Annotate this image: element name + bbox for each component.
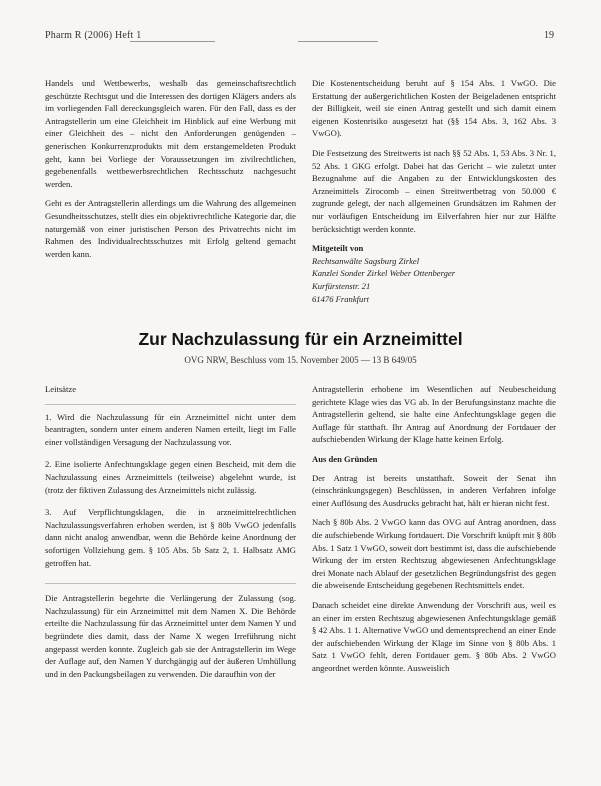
article-title: Zur Nachzulassung für ein Arzneimittel: [138, 329, 463, 349]
paragraph: Nach § 80b Abs. 2 VwGO kann das OVG auf Antrag anordnen, dass die aufschiebende Wirkung fortdauert. Die Vorschrift knüpft mit § 80b Abs. 1 Satz 1 VwGO, soweit dort bestimmt ist, dass die aufschiebende Wirkung der im ersten Rechtszug abgewiesenen Anfechtungsklage drei Monate nach Ablauf der gesetzlichen Begründungsfrist des gegen die abweisende Entscheidung gegebenen Rechtsmittels endet.: [312, 517, 556, 591]
left-column-top: [45, 77, 296, 267]
paragraph: Antragstellerin erhobene im Wesentlichen auf Neubescheidung gerichtete Klage wies das VG ab. In der Berufungsinstanz machte die Antragstellerin geltend, sie halte eine Anfechtungsklage gegen die Auflage für statthaft. Ihr Antrag auf Anordnung der Fortdauer der aufschiebenden Wirkung der Klage hatte keinen Erfolg.: [312, 384, 556, 445]
leitsatz-item: 3. Auf Verpflichtungsklagen, die in arzneimittelrechtlichen Nachzulassungsverfahren erhoben werden, ist § 80b VwGO jedenfalls dann nicht analog anwendbar, wenn die Behörde keine Anordnung der sofortigen Vollziehung gem. § 105 Abs. 5b Satz 2, 1. Halbsatz AMG getroffen hat.: [45, 507, 296, 568]
header-rule-left: [130, 41, 215, 42]
journal-header: Pharm R (2006) Heft 1: [45, 30, 142, 41]
leitsaetze-heading: Leitsätze: [45, 384, 77, 394]
signature-line: 61476 Frankfurt: [312, 293, 370, 304]
leitsatz-item: 2. Eine isolierte Anfechtungsklage gegen einen Bescheid, mit dem die Nachzulassung eines Arzneimittels (teilweise) abgelehnt wurde, ist (trotz der fiktiven Zulassung des Arzneimittels nicht zulässig.: [45, 459, 296, 495]
leitsatz-item: 1. Wird die Nachzulassung für ein Arzneimittel nicht unter dem beantragten, sondern unter einem anderen Namen erteilt, liegt im Falle einer vollständigen Versagung der Nachzulassung vor.: [45, 411, 296, 447]
paragraph: Handels und Wettbewerbs, weshalb das gemeinschaftsrechtlich geschützte Rechtsgut und die Interessen des dortigen Klägers anders als im vorliegenden Fall dereckungsgleich waren. Für den Fall, dass es der Antragstellerin um eine Gleichheit im Hinblick auf eine Werbung mit einer Gleichheit des – nicht den Anforderungen genügenden – generischen Konkurrenzprodukts mit dem erstangemeldeten Produkt geht, kann bei Vorliege der Voraussetzungen im zivilrechtlichen, gegebenenfalls wettbewerbsrechtlichen Rechtsschutz nachgesucht werden.: [45, 78, 296, 189]
paragraph: Die Antragstellerin begehrte die Verlängerung der Zulassung (sog. Nachzulassung) für ein Arzneimittel mit dem Namen X. Die Behörde erteilte die Nachzulassung für das Arzneimittel unter dem Namen Y und begründete dies damit, dass der Name X wegen Irreführung nicht angepasst werden konnte. Zugleich gab sie der Antragstellerin im Wege der Auflage auf, den Namen Y durchgängig auf der äußeren Umhüllung und in den Packungsbeilagen zu verwenden. Die daraufhin von der: [45, 593, 296, 679]
article-subtitle: OVG NRW, Beschluss vom 15. November 2005 — 13 B 649/05: [184, 355, 417, 365]
signature-label: Mitgeteilt von: [312, 243, 364, 254]
signature-line: Kanzlei Sonder Zirkel Weber Ottenberger: [312, 268, 456, 279]
paragraph: Der Antrag ist bereits unstatthaft. Soweit der Senat ihn (einschränkungsgegen) Beschlüssen, in anderen Verfahren infolge einer Auflösung des Ausdrucks gebracht hat, hält er hieran nicht fest.: [312, 472, 556, 508]
signature-line: Rechtsanwälte Sagsburg Zirkel: [312, 255, 420, 266]
page-number: 19: [544, 30, 554, 41]
signature-line: Kurfürstenstr. 21: [312, 280, 371, 291]
paragraph: Die Kostenentscheidung beruht auf § 154 Abs. 1 VwGO. Die Erstattung der außergerichtlichen Kosten der Beigeladenen entspricht der Billigkeit, weil sie einen Antrag gestellt und sich damit einem eigenen Kostenrisiko ausgesetzt hat (§§ 154 Abs. 3, 162 Abs. 3 VwGO).: [312, 78, 556, 139]
right-column-top: [312, 77, 556, 305]
signature-block: [312, 242, 556, 305]
right-column-bottom: [312, 383, 556, 681]
header-rule-right: [298, 41, 378, 42]
paragraph: Geht es der Antragstellerin allerdings um die Wahrung des allgemeinen Gesundheitsschutzes, stellt dies ein objektivrechtliche Kategorie dar, die naturgemäß von einer juristischen Person des Privatrechts nicht im Rahmen des Individualrechtsschutzes mit Erfolg geltend gemacht werden kann.: [45, 198, 296, 259]
paragraph: Die Festsetzung des Streitwerts ist nach §§ 52 Abs. 1, 53 Abs. 3 Nr. 1, 52 Abs. 1 GKG erfolgt. Dabei hat das Gericht – wie zuletzt unter Bezugnahme auf die Angaben zu der Entwicklungskosten des Arzneimittels Zirocomb – einen Streitwertbetrag von 50.000 € zugrunde gelegt, der nach allgemeinen Grundsätzen im Rahmen der nur vorläufigen Entscheidung im Eilverfahren hier nur zur Hälfte berücksichtigt werden konnte.: [312, 147, 556, 234]
section-heading: Aus den Gründen: [312, 453, 378, 464]
paragraph: Danach scheidet eine direkte Anwendung der Vorschrift aus, weil es an einer im ersten Rechtszug abgewiesenen Anfechtungsklage gemäß § 42 Abs. 1 1. Alternative VwGO und dementsprechend an einer Ende der aufschiebenden Wirkung der Klage im Sinne von § 80b Abs. 1 Satz 1 VwGO fehlt, deren Fortdauer gem. § 80b Abs. 2 VwGO angeordnet werden könnte. Ausweislich: [312, 599, 556, 673]
leitsaetze-box: [45, 404, 296, 585]
left-column-bottom: [45, 383, 296, 687]
